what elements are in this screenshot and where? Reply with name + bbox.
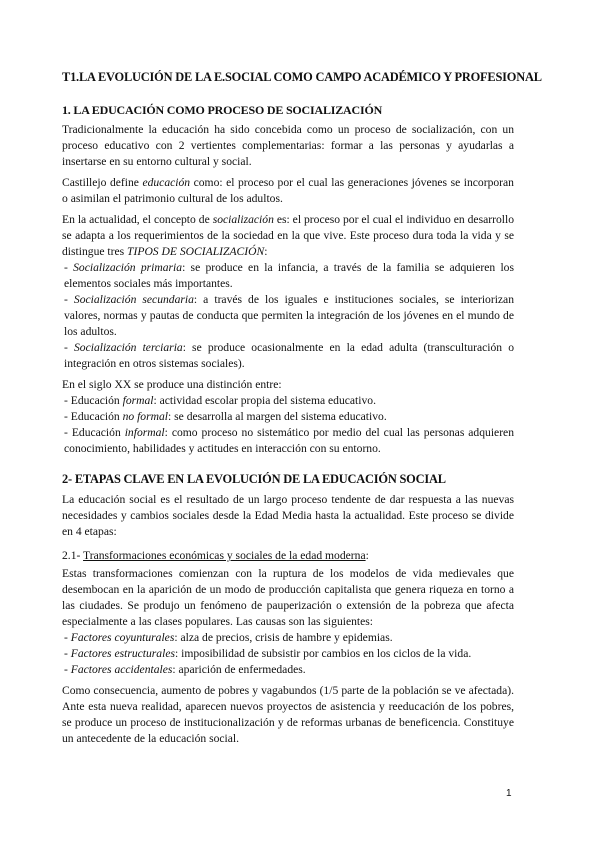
list-item: - Socialización secundaria: a través de los iguales e instituciones sociales, se interiorizan valores, normas y pautas de conducta que permiten la integración de los jóvenes en el mundo de los adultos. (64, 293, 515, 338)
list-item: - Educación formal: actividad escolar propia del sistema educativo. (64, 394, 376, 407)
subsection-2-1-heading: 2.1- Transformaciones económicas y sociales de la edad moderna: (62, 549, 369, 562)
socialization-types-list (62, 260, 514, 372)
paragraph: Estas transformaciones comienzan con la ruptura de los modelos de vida medievales que desembocan en la aparición de un modo de producción capitalista que genera riqueza en torno a las ciudades. Se produjo un fenómeno de pauperización o extensión de la pobreza que afecta especialmente a las clases populares. Las causas son las siguientes: (62, 567, 514, 628)
term-socializacion: socialización (212, 213, 274, 226)
paragraph: La educación social es el resultado de un largo proceso tendente de dar respuesta a las nuevas necesidades y cambios sociales desde la Edad Media hasta la actualidad. Este proceso se divide en 4 etapas: (62, 493, 514, 538)
list-item: - Factores estructurales: imposibilidad de subsistir por cambios en los ciclos de la vida. (64, 647, 472, 660)
list-item: - Factores coyunturales: alza de precios, crisis de hambre y epidemias. (64, 631, 393, 644)
list-item: - Socialización primaria: se produce en la infancia, a través de la familia se adquieren los elementos sociales más importantes. (64, 261, 514, 290)
section-1-body (62, 122, 514, 457)
section-1-heading: 1. LA EDUCACIÓN COMO PROCESO DE SOCIALIZACIÓN (62, 103, 383, 117)
paragraph: Castillejo define educación como: el proceso por el cual las generaciones jóvenes se incorporan o asimilan el patrimonio cultural de los adultos. (62, 176, 514, 205)
types-caps: TIPOS DE SOCIALIZACIÓN (127, 245, 265, 258)
document-title: T1.LA EVOLUCIÓN DE LA E.SOCIAL COMO CAMPO ACADÉMICO Y PROFESIONAL (62, 70, 542, 84)
education-types-list (62, 393, 514, 457)
paragraph: En la actualidad, el concepto de socialización es: el proceso por el cual el individuo en desarrollo se adapta a los requerimientos de la sociedad en la que vive. Este proceso dura toda la vida y se distingue tres TIPOS DE SOCIALIZACIÓN: (62, 213, 514, 258)
paragraph: Tradicionalmente la educación ha sido concebida como un proceso de socialización, con un proceso educativo con 2 vertientes complementarias: formar a las personas y ayudarlas a insertarse en su entorno cultural y social. (62, 123, 514, 168)
list-item: - Factores accidentales: aparición de enfermedades. (64, 663, 306, 676)
section-2-intro (62, 492, 514, 540)
section-2-heading: 2- ETAPAS CLAVE EN LA EVOLUCIÓN DE LA EDUCACIÓN SOCIAL (62, 472, 446, 486)
term-educacion: educación (142, 176, 191, 189)
paragraph: Como consecuencia, aumento de pobres y vagabundos (1/5 parte de la población se ve afectada). Ante esta nueva realidad, aparecen nuevos proyectos de asistencia y reeducación de los pobres, se produce un proceso de institucionalización y de reformas urbanas de beneficencia. Constituye un antecedente de la educación social. (62, 684, 514, 745)
paragraph: En el siglo XX se produce una distinción entre: (62, 378, 282, 391)
section-2-body (62, 566, 514, 747)
page-number: 1 (506, 788, 512, 799)
list-item: - Socialización terciaria: se produce ocasionalmente en la edad adulta (transculturación o integración en otros sistemas sociales). (64, 341, 514, 370)
causes-list (62, 630, 514, 678)
list-item: - Educación informal: como proceso no sistemático por medio del cual las personas adquieren conocimiento, habilidades y actitudes en interacción con su entorno. (64, 426, 514, 455)
list-item: - Educación no formal: se desarrolla al margen del sistema educativo. (64, 410, 387, 423)
